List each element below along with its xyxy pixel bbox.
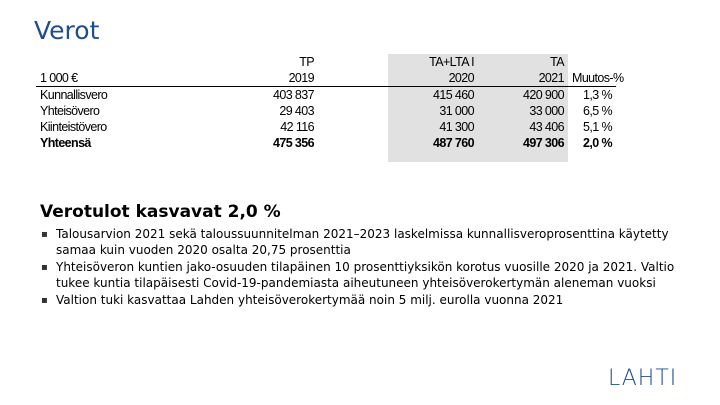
row-label: Kiinteistövero <box>40 120 107 134</box>
unit-label: 1 000 € <box>36 70 206 87</box>
total-ta2021: 497 306 <box>523 136 564 150</box>
cell-ta2020: 31 000 <box>439 104 474 118</box>
cell-ta2020: 415 460 <box>433 88 474 102</box>
cell-ta2021: 33 000 <box>529 104 564 118</box>
section-heading: Verotulot kasvavat 2,0 % <box>40 202 281 222</box>
spacer-cell <box>318 119 388 135</box>
year-cell: 2019 <box>206 70 318 87</box>
table-header-row <box>36 54 616 70</box>
bullet-text: Valtion tuki kasvattaa Lahden yhteisöverokertymää noin 5 milj. eurolla vuonna 2021 <box>56 293 564 307</box>
cell-change: 5,1 % <box>583 120 612 134</box>
bullet-list <box>40 227 705 311</box>
cell-change: 1,3 % <box>583 88 612 102</box>
bullet-text: Yhteisöveron kuntien jako-osuuden tilapäinen 10 prosenttiyksikön korotus vuosille 2020 ja 2021. Valtio tukee kuntia tilapäisesti Covid-19-pandemiasta aiheutuneen yhteisöverokertymän aleneman vuoksi <box>56 260 675 290</box>
header-cell: TP <box>299 55 314 69</box>
year-cell <box>318 70 388 87</box>
header-cell <box>36 54 206 70</box>
tax-table-container <box>36 54 624 151</box>
bullet-text: Talousarvion 2021 sekä taloussuunnitelman 2021–2023 laskelmissa kunnallisveroprosenttina käytetty samaa kuin vuoden 2020 osalta 20,75 prosenttia <box>56 227 669 257</box>
row-label: Kunnallisvero <box>40 88 108 102</box>
bullet-item <box>40 260 705 291</box>
header-cell: TA <box>550 55 564 69</box>
cell-tp2019: 29 403 <box>279 104 314 118</box>
spacer-cell <box>318 87 388 104</box>
table-row <box>36 119 616 135</box>
tax-table <box>36 54 624 151</box>
table-row <box>36 103 616 119</box>
spacer-cell <box>318 135 388 151</box>
cell-ta2021: 420 900 <box>523 88 564 102</box>
total-label: Yhteensä <box>40 136 91 150</box>
header-cell <box>318 54 388 70</box>
header-cell <box>568 54 616 70</box>
header-cell: TA+LTA I <box>429 55 474 69</box>
total-tp2019: 475 356 <box>273 136 314 150</box>
year-cell: 2021 <box>478 70 568 87</box>
cell-tp2019: 403 837 <box>273 88 314 102</box>
bullet-item <box>40 227 705 258</box>
cell-ta2021: 43 406 <box>529 120 564 134</box>
table-year-row <box>36 70 616 87</box>
cell-ta2020: 41 300 <box>439 120 474 134</box>
total-change: 2,0 % <box>583 136 612 150</box>
year-cell: 2020 <box>388 70 478 87</box>
spacer-cell <box>318 103 388 119</box>
cell-change: 6,5 % <box>583 104 612 118</box>
bullet-marker: ▪ <box>41 295 48 306</box>
change-header: Muutos-% <box>568 70 616 87</box>
table-row <box>36 87 616 104</box>
slide-title: Verot <box>34 16 100 45</box>
table-total-row <box>36 135 616 151</box>
lahti-logo: LAHTI <box>608 366 678 391</box>
bullet-marker: ▪ <box>41 262 48 273</box>
bullet-marker: ▪ <box>41 229 48 240</box>
bullet-item <box>40 293 705 309</box>
total-ta2020: 487 760 <box>433 136 474 150</box>
row-label: Yhteisövero <box>40 104 100 118</box>
cell-tp2019: 42 116 <box>280 120 314 134</box>
